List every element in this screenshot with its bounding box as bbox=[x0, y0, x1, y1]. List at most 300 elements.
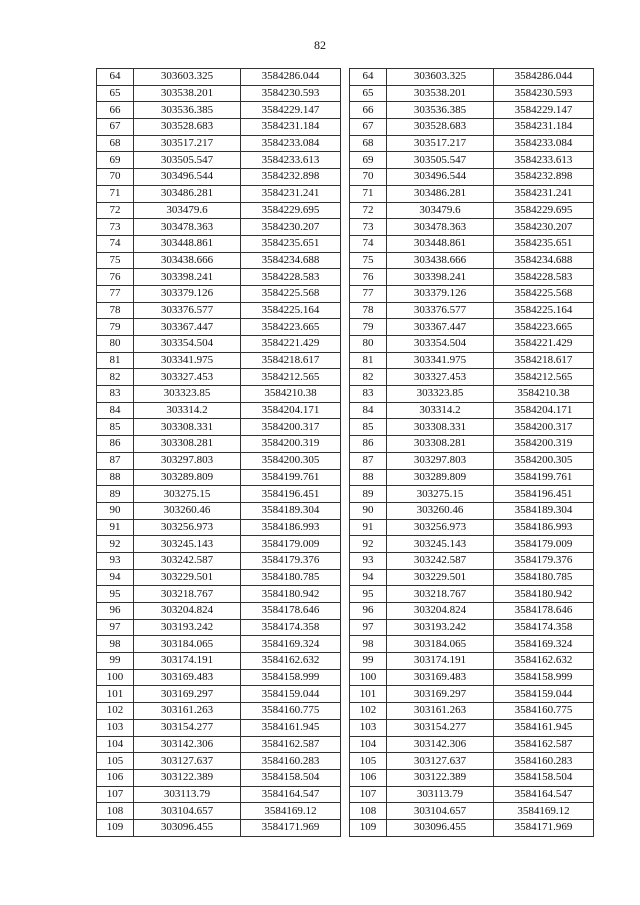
y-coordinate-cell: 3584160.775 bbox=[241, 703, 341, 720]
point-id-cell: 93 bbox=[97, 552, 134, 569]
y-coordinate-cell: 3584230.593 bbox=[494, 85, 594, 102]
point-id-cell: 73 bbox=[350, 219, 387, 236]
point-id-cell: 69 bbox=[350, 152, 387, 169]
point-id-cell: 100 bbox=[350, 669, 387, 686]
table-row bbox=[350, 552, 594, 569]
y-coordinate-cell: 3584161.945 bbox=[494, 719, 594, 736]
table-row bbox=[350, 736, 594, 753]
point-id-cell: 94 bbox=[350, 569, 387, 586]
x-coordinate-cell: 303229.501 bbox=[387, 569, 494, 586]
table-row bbox=[97, 619, 341, 636]
table-row bbox=[350, 302, 594, 319]
y-coordinate-cell: 3584218.617 bbox=[241, 352, 341, 369]
point-id-cell: 108 bbox=[97, 803, 134, 820]
point-id-cell: 76 bbox=[350, 269, 387, 286]
point-id-cell: 107 bbox=[350, 786, 387, 803]
y-coordinate-cell: 3584158.504 bbox=[494, 769, 594, 786]
y-coordinate-cell: 3584199.761 bbox=[241, 469, 341, 486]
x-coordinate-cell: 303398.241 bbox=[387, 269, 494, 286]
x-coordinate-cell: 303308.331 bbox=[387, 419, 494, 436]
point-id-cell: 68 bbox=[350, 135, 387, 152]
table-row bbox=[97, 135, 341, 152]
table-row bbox=[97, 786, 341, 803]
y-coordinate-cell: 3584233.084 bbox=[241, 135, 341, 152]
table-row bbox=[350, 169, 594, 186]
y-coordinate-cell: 3584286.044 bbox=[494, 69, 594, 86]
table-row bbox=[97, 819, 341, 836]
y-coordinate-cell: 3584231.184 bbox=[494, 119, 594, 136]
point-id-cell: 104 bbox=[97, 736, 134, 753]
y-coordinate-cell: 3584232.898 bbox=[241, 169, 341, 186]
point-id-cell: 66 bbox=[350, 102, 387, 119]
x-coordinate-cell: 303297.803 bbox=[387, 452, 494, 469]
table-row bbox=[97, 202, 341, 219]
table-row bbox=[350, 336, 594, 353]
x-coordinate-cell: 303603.325 bbox=[387, 69, 494, 86]
y-coordinate-cell: 3584212.565 bbox=[494, 369, 594, 386]
table-row bbox=[350, 202, 594, 219]
y-coordinate-cell: 3584231.241 bbox=[241, 185, 341, 202]
point-id-cell: 100 bbox=[97, 669, 134, 686]
point-id-cell: 65 bbox=[97, 85, 134, 102]
point-id-cell: 71 bbox=[350, 185, 387, 202]
x-coordinate-cell: 303218.767 bbox=[387, 586, 494, 603]
table-row bbox=[350, 419, 594, 436]
y-coordinate-cell: 3584235.651 bbox=[241, 235, 341, 252]
point-id-cell: 89 bbox=[350, 486, 387, 503]
point-id-cell: 77 bbox=[350, 285, 387, 302]
y-coordinate-cell: 3584174.358 bbox=[241, 619, 341, 636]
point-id-cell: 89 bbox=[97, 486, 134, 503]
x-coordinate-cell: 303479.6 bbox=[134, 202, 241, 219]
x-coordinate-cell: 303142.306 bbox=[387, 736, 494, 753]
y-coordinate-cell: 3584221.429 bbox=[494, 336, 594, 353]
y-coordinate-cell: 3584204.171 bbox=[241, 402, 341, 419]
x-coordinate-cell: 303245.143 bbox=[134, 536, 241, 553]
table-row bbox=[97, 736, 341, 753]
x-coordinate-cell: 303113.79 bbox=[387, 786, 494, 803]
point-id-cell: 84 bbox=[350, 402, 387, 419]
table-row bbox=[350, 219, 594, 236]
point-id-cell: 77 bbox=[97, 285, 134, 302]
point-id-cell: 109 bbox=[350, 819, 387, 836]
x-coordinate-cell: 303260.46 bbox=[134, 502, 241, 519]
x-coordinate-cell: 303169.297 bbox=[134, 686, 241, 703]
table-row bbox=[97, 653, 341, 670]
table-row bbox=[350, 686, 594, 703]
table-row bbox=[97, 169, 341, 186]
y-coordinate-cell: 3584162.587 bbox=[241, 736, 341, 753]
point-id-cell: 64 bbox=[350, 69, 387, 86]
point-id-cell: 98 bbox=[350, 636, 387, 653]
x-coordinate-cell: 303275.15 bbox=[134, 486, 241, 503]
table-row bbox=[350, 235, 594, 252]
table-row bbox=[350, 319, 594, 336]
table-row bbox=[350, 769, 594, 786]
x-coordinate-cell: 303142.306 bbox=[134, 736, 241, 753]
table-row bbox=[350, 152, 594, 169]
table-row bbox=[97, 319, 341, 336]
y-coordinate-cell: 3584200.305 bbox=[241, 452, 341, 469]
y-coordinate-cell: 3584218.617 bbox=[494, 352, 594, 369]
table-row bbox=[97, 703, 341, 720]
y-coordinate-cell: 3584204.171 bbox=[494, 402, 594, 419]
y-coordinate-cell: 3584225.164 bbox=[241, 302, 341, 319]
x-coordinate-cell: 303536.385 bbox=[387, 102, 494, 119]
point-id-cell: 103 bbox=[350, 719, 387, 736]
x-coordinate-cell: 303096.455 bbox=[387, 819, 494, 836]
table-row bbox=[97, 536, 341, 553]
x-coordinate-cell: 303161.263 bbox=[134, 703, 241, 720]
table-row bbox=[350, 586, 594, 603]
point-id-cell: 64 bbox=[97, 69, 134, 86]
point-id-cell: 106 bbox=[350, 769, 387, 786]
table-row bbox=[350, 703, 594, 720]
y-coordinate-cell: 3584169.324 bbox=[241, 636, 341, 653]
x-coordinate-cell: 303193.242 bbox=[134, 619, 241, 636]
y-coordinate-cell: 3584160.283 bbox=[494, 753, 594, 770]
y-coordinate-cell: 3584189.304 bbox=[494, 502, 594, 519]
table-row bbox=[350, 119, 594, 136]
point-id-cell: 95 bbox=[97, 586, 134, 603]
point-id-cell: 92 bbox=[97, 536, 134, 553]
y-coordinate-cell: 3584161.945 bbox=[241, 719, 341, 736]
table-row bbox=[350, 269, 594, 286]
y-coordinate-cell: 3584164.547 bbox=[494, 786, 594, 803]
x-coordinate-cell: 303538.201 bbox=[134, 85, 241, 102]
point-id-cell: 80 bbox=[97, 336, 134, 353]
table-row bbox=[97, 436, 341, 453]
table-row bbox=[97, 803, 341, 820]
x-coordinate-cell: 303308.281 bbox=[387, 436, 494, 453]
y-coordinate-cell: 3584179.009 bbox=[494, 536, 594, 553]
x-coordinate-cell: 303122.389 bbox=[387, 769, 494, 786]
y-coordinate-cell: 3584234.688 bbox=[494, 252, 594, 269]
y-coordinate-cell: 3584189.304 bbox=[241, 502, 341, 519]
x-coordinate-cell: 303327.453 bbox=[134, 369, 241, 386]
y-coordinate-cell: 3584231.184 bbox=[241, 119, 341, 136]
point-id-cell: 70 bbox=[350, 169, 387, 186]
x-coordinate-cell: 303505.547 bbox=[134, 152, 241, 169]
point-id-cell: 101 bbox=[350, 686, 387, 703]
point-id-cell: 74 bbox=[350, 235, 387, 252]
y-coordinate-cell: 3584233.084 bbox=[494, 135, 594, 152]
y-coordinate-cell: 3584223.665 bbox=[241, 319, 341, 336]
y-coordinate-cell: 3584223.665 bbox=[494, 319, 594, 336]
x-coordinate-cell: 303448.861 bbox=[387, 235, 494, 252]
table-row bbox=[350, 502, 594, 519]
table-row bbox=[97, 469, 341, 486]
table-row bbox=[350, 69, 594, 86]
point-id-cell: 67 bbox=[350, 119, 387, 136]
point-id-cell: 88 bbox=[97, 469, 134, 486]
y-coordinate-cell: 3584230.207 bbox=[241, 219, 341, 236]
point-id-cell: 90 bbox=[350, 502, 387, 519]
point-id-cell: 88 bbox=[350, 469, 387, 486]
x-coordinate-cell: 303341.975 bbox=[134, 352, 241, 369]
x-coordinate-cell: 303486.281 bbox=[387, 185, 494, 202]
x-coordinate-cell: 303486.281 bbox=[134, 185, 241, 202]
x-coordinate-cell: 303104.657 bbox=[134, 803, 241, 820]
point-id-cell: 75 bbox=[97, 252, 134, 269]
point-id-cell: 70 bbox=[97, 169, 134, 186]
point-id-cell: 79 bbox=[97, 319, 134, 336]
table-row bbox=[350, 536, 594, 553]
table-row bbox=[97, 402, 341, 419]
y-coordinate-cell: 3584180.942 bbox=[241, 586, 341, 603]
table-row bbox=[350, 519, 594, 536]
x-coordinate-cell: 303096.455 bbox=[134, 819, 241, 836]
page-number: 82 bbox=[314, 38, 326, 52]
table-row bbox=[97, 586, 341, 603]
table-row bbox=[350, 436, 594, 453]
table-row bbox=[350, 636, 594, 653]
table-row bbox=[350, 803, 594, 820]
table-row bbox=[97, 719, 341, 736]
x-coordinate-cell: 303256.973 bbox=[134, 519, 241, 536]
y-coordinate-cell: 3584162.587 bbox=[494, 736, 594, 753]
point-id-cell: 69 bbox=[97, 152, 134, 169]
point-id-cell: 102 bbox=[350, 703, 387, 720]
point-id-cell: 75 bbox=[350, 252, 387, 269]
point-id-cell: 93 bbox=[350, 552, 387, 569]
table-row bbox=[97, 519, 341, 536]
table-row bbox=[97, 152, 341, 169]
y-coordinate-cell: 3584212.565 bbox=[241, 369, 341, 386]
table-row bbox=[97, 753, 341, 770]
x-coordinate-cell: 303376.577 bbox=[387, 302, 494, 319]
x-coordinate-cell: 303536.385 bbox=[134, 102, 241, 119]
point-id-cell: 72 bbox=[350, 202, 387, 219]
x-coordinate-cell: 303398.241 bbox=[134, 269, 241, 286]
point-id-cell: 97 bbox=[97, 619, 134, 636]
y-coordinate-cell: 3584200.317 bbox=[241, 419, 341, 436]
table-row bbox=[350, 569, 594, 586]
y-coordinate-cell: 3584228.583 bbox=[241, 269, 341, 286]
table-row bbox=[350, 486, 594, 503]
point-id-cell: 71 bbox=[97, 185, 134, 202]
table-row bbox=[97, 269, 341, 286]
table-row bbox=[350, 252, 594, 269]
table-row bbox=[97, 552, 341, 569]
y-coordinate-cell: 3584221.429 bbox=[241, 336, 341, 353]
point-id-cell: 87 bbox=[97, 452, 134, 469]
table-row bbox=[97, 569, 341, 586]
y-coordinate-cell: 3584171.969 bbox=[494, 819, 594, 836]
table-row bbox=[97, 419, 341, 436]
table-row bbox=[97, 386, 341, 403]
x-coordinate-cell: 303154.277 bbox=[387, 719, 494, 736]
x-coordinate-cell: 303517.217 bbox=[134, 135, 241, 152]
point-id-cell: 101 bbox=[97, 686, 134, 703]
y-coordinate-cell: 3584199.761 bbox=[494, 469, 594, 486]
x-coordinate-cell: 303438.666 bbox=[134, 252, 241, 269]
table-row bbox=[97, 219, 341, 236]
y-coordinate-cell: 3584225.568 bbox=[494, 285, 594, 302]
y-coordinate-cell: 3584178.646 bbox=[241, 603, 341, 620]
point-id-cell: 80 bbox=[350, 336, 387, 353]
table-row bbox=[97, 235, 341, 252]
y-coordinate-cell: 3584160.775 bbox=[494, 703, 594, 720]
table-row bbox=[350, 669, 594, 686]
point-id-cell: 81 bbox=[350, 352, 387, 369]
x-coordinate-cell: 303289.809 bbox=[387, 469, 494, 486]
y-coordinate-cell: 3584229.147 bbox=[241, 102, 341, 119]
y-coordinate-cell: 3584171.969 bbox=[241, 819, 341, 836]
table-row bbox=[350, 386, 594, 403]
x-coordinate-cell: 303184.065 bbox=[134, 636, 241, 653]
x-coordinate-cell: 303174.191 bbox=[387, 653, 494, 670]
point-id-cell: 104 bbox=[350, 736, 387, 753]
x-coordinate-cell: 303538.201 bbox=[387, 85, 494, 102]
x-coordinate-cell: 303603.325 bbox=[134, 69, 241, 86]
x-coordinate-cell: 303478.363 bbox=[387, 219, 494, 236]
x-coordinate-cell: 303341.975 bbox=[387, 352, 494, 369]
x-coordinate-cell: 303297.803 bbox=[134, 452, 241, 469]
point-id-cell: 78 bbox=[350, 302, 387, 319]
x-coordinate-cell: 303242.587 bbox=[387, 552, 494, 569]
x-coordinate-cell: 303242.587 bbox=[134, 552, 241, 569]
y-coordinate-cell: 3584229.695 bbox=[494, 202, 594, 219]
table-row bbox=[97, 336, 341, 353]
point-id-cell: 78 bbox=[97, 302, 134, 319]
y-coordinate-cell: 3584169.324 bbox=[494, 636, 594, 653]
table-row bbox=[97, 686, 341, 703]
point-id-cell: 86 bbox=[97, 436, 134, 453]
point-id-cell: 92 bbox=[350, 536, 387, 553]
table-row bbox=[97, 669, 341, 686]
y-coordinate-cell: 3584159.044 bbox=[241, 686, 341, 703]
table-row bbox=[97, 302, 341, 319]
y-coordinate-cell: 3584200.319 bbox=[241, 436, 341, 453]
table-row bbox=[350, 452, 594, 469]
table-row bbox=[97, 102, 341, 119]
table-row bbox=[350, 402, 594, 419]
table-row bbox=[97, 502, 341, 519]
point-id-cell: 86 bbox=[350, 436, 387, 453]
table-row bbox=[350, 719, 594, 736]
table-row bbox=[350, 469, 594, 486]
point-id-cell: 65 bbox=[350, 85, 387, 102]
x-coordinate-cell: 303169.483 bbox=[387, 669, 494, 686]
table-row bbox=[97, 85, 341, 102]
point-id-cell: 91 bbox=[350, 519, 387, 536]
point-id-cell: 66 bbox=[97, 102, 134, 119]
x-coordinate-cell: 303122.389 bbox=[134, 769, 241, 786]
x-coordinate-cell: 303496.544 bbox=[134, 169, 241, 186]
y-coordinate-cell: 3584229.147 bbox=[494, 102, 594, 119]
point-id-cell: 109 bbox=[97, 819, 134, 836]
point-id-cell: 107 bbox=[97, 786, 134, 803]
y-coordinate-cell: 3584158.504 bbox=[241, 769, 341, 786]
y-coordinate-cell: 3584225.164 bbox=[494, 302, 594, 319]
table-row bbox=[97, 369, 341, 386]
y-coordinate-cell: 3584225.568 bbox=[241, 285, 341, 302]
y-coordinate-cell: 3584235.651 bbox=[494, 235, 594, 252]
point-id-cell: 76 bbox=[97, 269, 134, 286]
table-row bbox=[350, 85, 594, 102]
x-coordinate-cell: 303245.143 bbox=[387, 536, 494, 553]
x-coordinate-cell: 303169.483 bbox=[134, 669, 241, 686]
point-id-cell: 108 bbox=[350, 803, 387, 820]
y-coordinate-cell: 3584196.451 bbox=[241, 486, 341, 503]
point-id-cell: 106 bbox=[97, 769, 134, 786]
y-coordinate-cell: 3584180.785 bbox=[241, 569, 341, 586]
x-coordinate-cell: 303184.065 bbox=[387, 636, 494, 653]
x-coordinate-cell: 303528.683 bbox=[134, 119, 241, 136]
y-coordinate-cell: 3584158.999 bbox=[241, 669, 341, 686]
table-row bbox=[350, 352, 594, 369]
x-coordinate-cell: 303367.447 bbox=[387, 319, 494, 336]
y-coordinate-cell: 3584230.593 bbox=[241, 85, 341, 102]
table-row bbox=[97, 452, 341, 469]
y-coordinate-cell: 3584160.283 bbox=[241, 753, 341, 770]
y-coordinate-cell: 3584233.613 bbox=[241, 152, 341, 169]
x-coordinate-cell: 303308.331 bbox=[134, 419, 241, 436]
x-coordinate-cell: 303367.447 bbox=[134, 319, 241, 336]
x-coordinate-cell: 303193.242 bbox=[387, 619, 494, 636]
table-row bbox=[350, 819, 594, 836]
x-coordinate-cell: 303479.6 bbox=[387, 202, 494, 219]
point-id-cell: 87 bbox=[350, 452, 387, 469]
table-row bbox=[350, 603, 594, 620]
point-id-cell: 82 bbox=[97, 369, 134, 386]
y-coordinate-cell: 3584179.376 bbox=[494, 552, 594, 569]
table-row bbox=[350, 653, 594, 670]
y-coordinate-cell: 3584162.632 bbox=[494, 653, 594, 670]
y-coordinate-cell: 3584174.358 bbox=[494, 619, 594, 636]
y-coordinate-cell: 3584231.241 bbox=[494, 185, 594, 202]
x-coordinate-cell: 303204.824 bbox=[134, 603, 241, 620]
y-coordinate-cell: 3584286.044 bbox=[241, 69, 341, 86]
x-coordinate-cell: 303308.281 bbox=[134, 436, 241, 453]
y-coordinate-cell: 3584232.898 bbox=[494, 169, 594, 186]
x-coordinate-cell: 303528.683 bbox=[387, 119, 494, 136]
y-coordinate-cell: 3584233.613 bbox=[494, 152, 594, 169]
y-coordinate-cell: 3584179.376 bbox=[241, 552, 341, 569]
y-coordinate-cell: 3584158.999 bbox=[494, 669, 594, 686]
point-id-cell: 82 bbox=[350, 369, 387, 386]
y-coordinate-cell: 3584159.044 bbox=[494, 686, 594, 703]
point-id-cell: 83 bbox=[350, 386, 387, 403]
y-coordinate-cell: 3584186.993 bbox=[494, 519, 594, 536]
x-coordinate-cell: 303376.577 bbox=[134, 302, 241, 319]
y-coordinate-cell: 3584210.38 bbox=[241, 386, 341, 403]
point-id-cell: 98 bbox=[97, 636, 134, 653]
table-row bbox=[97, 636, 341, 653]
point-id-cell: 96 bbox=[97, 603, 134, 620]
coordinate-table-left bbox=[96, 68, 341, 837]
x-coordinate-cell: 303275.15 bbox=[387, 486, 494, 503]
y-coordinate-cell: 3584228.583 bbox=[494, 269, 594, 286]
y-coordinate-cell: 3584196.451 bbox=[494, 486, 594, 503]
point-id-cell: 85 bbox=[350, 419, 387, 436]
y-coordinate-cell: 3584162.632 bbox=[241, 653, 341, 670]
point-id-cell: 73 bbox=[97, 219, 134, 236]
y-coordinate-cell: 3584179.009 bbox=[241, 536, 341, 553]
x-coordinate-cell: 303478.363 bbox=[134, 219, 241, 236]
point-id-cell: 95 bbox=[350, 586, 387, 603]
point-id-cell: 90 bbox=[97, 502, 134, 519]
x-coordinate-cell: 303327.453 bbox=[387, 369, 494, 386]
y-coordinate-cell: 3584200.305 bbox=[494, 452, 594, 469]
x-coordinate-cell: 303314.2 bbox=[134, 402, 241, 419]
table-row bbox=[97, 769, 341, 786]
point-id-cell: 94 bbox=[97, 569, 134, 586]
y-coordinate-cell: 3584164.547 bbox=[241, 786, 341, 803]
x-coordinate-cell: 303354.504 bbox=[134, 336, 241, 353]
y-coordinate-cell: 3584234.688 bbox=[241, 252, 341, 269]
